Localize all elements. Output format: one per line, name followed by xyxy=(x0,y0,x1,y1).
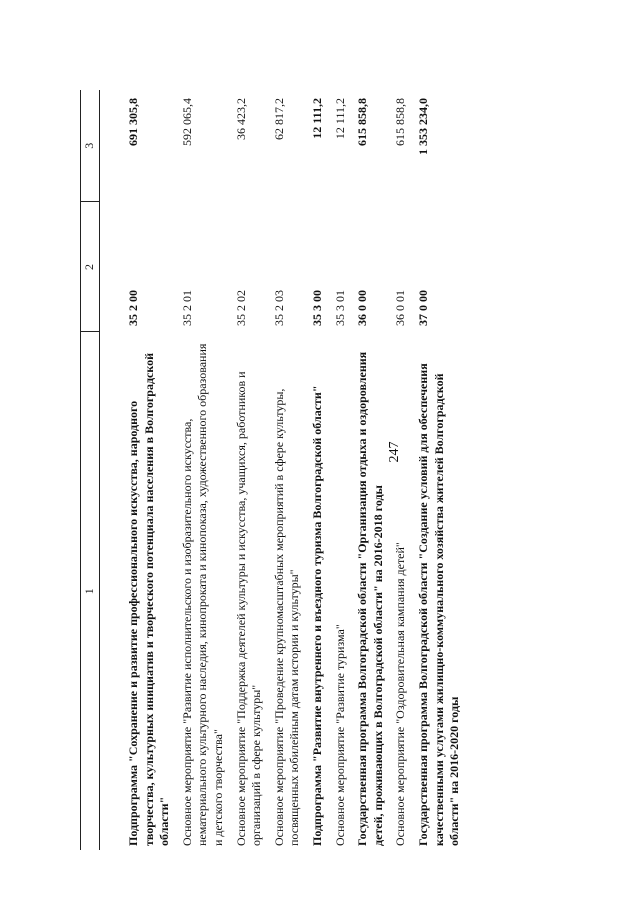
table-row xyxy=(306,90,329,850)
row-name: Основное мероприятие "Развитие исполнительского и изобразительного искусства, нематериального культурного наследия, кинопроката и кинопоказа, художественного образования и детского творчества" xyxy=(179,343,225,846)
row-amount: 12 111,2 xyxy=(309,98,324,139)
row-name: Государственная программа Волгоградской области "Организация отдыха и оздоровления детей, проживающих в Волгоградской области" на 2016-2018 годы xyxy=(355,351,385,846)
row-code: 36 0 00 xyxy=(355,290,370,326)
page-number: 247 xyxy=(387,441,402,463)
row-name: Основное мероприятие "Оздоровительная кампания детей" xyxy=(393,542,408,846)
row-code: 36 0 01 xyxy=(393,290,408,326)
table-row xyxy=(351,90,389,850)
row-code: 35 2 01 xyxy=(179,290,194,326)
table-row xyxy=(412,90,466,850)
rotated-table-area xyxy=(80,90,510,850)
table-row xyxy=(389,90,412,850)
row-name: Подпрограмма "Развитие внутреннего и въездного туризма Волгоградской области" xyxy=(309,385,324,846)
column-header-1: 1 xyxy=(81,332,100,850)
row-code: 37 0 00 xyxy=(415,290,430,326)
table-row xyxy=(268,90,306,850)
row-amount: 36 423,2 xyxy=(233,98,248,140)
column-header-3: 3 xyxy=(81,90,100,202)
row-amount: 12 111,2 xyxy=(332,98,347,140)
row-amount: 615 858,8 xyxy=(355,98,370,146)
row-amount: 62 817,2 xyxy=(271,98,286,140)
row-name: Подпрограмма "Сохранение и развитие профессионального искусства, народного творчества, культурных инициатив и творческого потенциала населения в Волгоградской области" xyxy=(126,352,172,846)
row-amount: 691 305,8 xyxy=(126,98,140,146)
column-header-2: 2 xyxy=(81,202,100,332)
row-name: Основное мероприятие "Поддержка деятелей культуры и искусства, учащихся, работников и организаций в сфере культуры" xyxy=(233,371,264,846)
row-amount: 592 065,4 xyxy=(179,98,194,146)
row-code: 35 3 01 xyxy=(332,290,347,326)
row-code: 35 2 00 xyxy=(126,290,140,326)
table-row xyxy=(122,90,176,850)
budget-table xyxy=(80,90,466,850)
row-name: Основное мероприятие "Проведение крупномасштабных мероприятий в сфере культуры, посвященных юбилейным датам истории и культуры" xyxy=(271,388,302,846)
table-row xyxy=(230,90,268,850)
row-amount: 1 353 234,0 xyxy=(415,98,430,155)
header-row xyxy=(81,90,100,850)
table-row xyxy=(176,90,230,850)
row-code: 35 3 00 xyxy=(309,290,324,326)
row-name: Государственная программа Волгоградской области "Создание условий для обеспечения качественными услугами жилищно-коммунального хозяйства жителей Волгоградской области" на 2016-2020 годы xyxy=(415,363,462,846)
row-code: 35 2 02 xyxy=(233,290,248,326)
row-amount: 615 858,8 xyxy=(393,98,408,146)
row-code: 35 2 03 xyxy=(271,290,286,326)
row-name: Основное мероприятие "Развитие туризма" xyxy=(332,624,347,846)
table-row xyxy=(329,90,352,850)
